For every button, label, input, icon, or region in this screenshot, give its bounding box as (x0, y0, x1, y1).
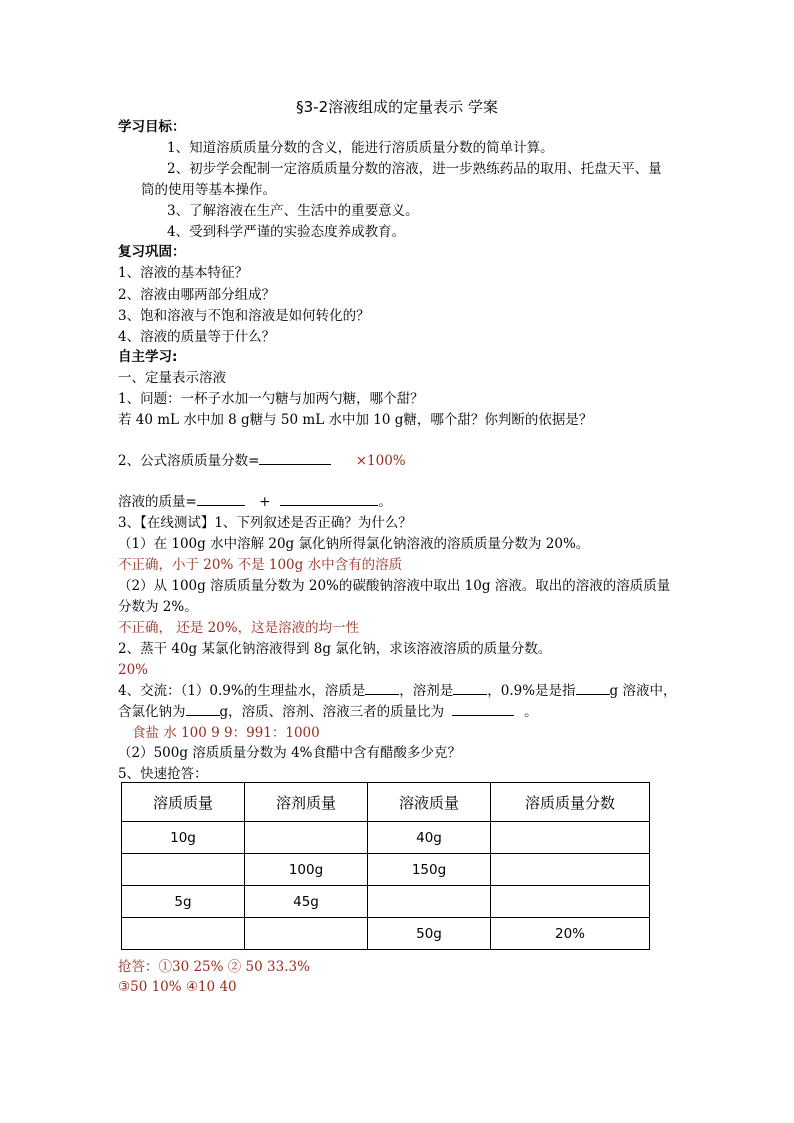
table-cell: 100g (245, 854, 368, 886)
table-cell: 10g (122, 822, 245, 854)
table-cell (491, 854, 650, 886)
quick-answer-table (121, 782, 650, 950)
table-cell (491, 886, 650, 918)
blank-line (452, 703, 514, 716)
blank-line (280, 493, 378, 506)
table-cell: 150g (368, 854, 491, 886)
table-cell (122, 854, 245, 886)
blank-line (365, 682, 399, 695)
formula-label: 2、公式溶质质量分数= (118, 453, 260, 469)
table-header-cell: 溶质质量 (122, 783, 245, 822)
review-item: 2、溶液由哪两部分组成？ (118, 287, 276, 303)
review-item: 1、溶液的基本特征？ (118, 265, 249, 281)
table-row (122, 854, 650, 886)
table-cell: 20% (491, 918, 650, 950)
question-text: ，溶剂是 (399, 683, 454, 699)
mass-label: 溶液的质量= (118, 494, 197, 510)
answer-line: 抢答：①30 25% ② 50 33.3% (118, 959, 310, 975)
table-header-row (122, 783, 650, 822)
question-line: 分数为 2%。 (118, 599, 198, 615)
review-heading: 复习巩固： (118, 244, 186, 260)
table-cell (245, 918, 368, 950)
solution-mass-line (118, 493, 392, 511)
question-text: 4、交流：（1）0.9%的生理盐水，溶质是 (118, 683, 366, 699)
blank-line (197, 493, 245, 506)
blank-line (186, 703, 220, 716)
review-item: 3、饱和溶液与不饱和溶液是如何转化的？ (118, 308, 370, 324)
question-line: （1）在 100g 水中溶解 20g 氯化钠所得氯化钠溶液的溶质质量分数为 20%。 (118, 536, 590, 552)
table-header-cell: 溶剂质量 (245, 783, 368, 822)
table-row (122, 822, 650, 854)
goal-item: 3、了解溶液在生产、生活中的重要意义。 (167, 203, 419, 219)
blank-line (453, 682, 487, 695)
answer-line: ③50 10% ④10 40 (118, 979, 237, 995)
question-line: 若 40 mL 水中加 8 g糖与 50 mL 水中加 10 g糖，哪个甜？你判断的依据是？ (118, 412, 593, 428)
answer-line: 不正确，小于 20% 不是 100g 水中含有的溶质 (118, 557, 403, 573)
question-text: 。 (524, 704, 538, 720)
section-heading: 一、定量表示溶液 (118, 370, 226, 386)
question-text: g，溶质、溶剂、溶液三者的质量比为 (219, 704, 445, 720)
formula-fraction-line (259, 452, 331, 465)
table-row (122, 886, 650, 918)
page-title: §3-2溶液组成的定量表示 学案 (296, 98, 498, 116)
period: 。 (378, 494, 392, 510)
question-line: 1、问题：一杯子水加一勺糖与加两勺糖，哪个甜？ (118, 391, 424, 407)
plus-sign: + (259, 494, 271, 510)
exchange-line (118, 703, 538, 721)
formula-line (118, 452, 406, 470)
question-text: g 溶液中， (609, 683, 677, 699)
goal-item: 1、知道溶质质量分数的含义，能进行溶质质量分数的简单计算。 (167, 140, 554, 156)
goal-item: 筒的使用等基本操作。 (141, 182, 276, 198)
question-line: 2、蒸干 40g 某氯化钠溶液得到 8g 氯化钠，求该溶液溶质的质量分数。 (118, 641, 552, 657)
goals-heading: 学习目标： (118, 119, 186, 135)
table-cell: 40g (368, 822, 491, 854)
answer-line: 食盐 水 100 9 9：991：1000 (132, 725, 320, 741)
table-cell (368, 886, 491, 918)
table-cell (491, 822, 650, 854)
question-text: 含氯化钠为 (118, 704, 186, 720)
question-line: （2）500g 溶质质量分数为 4%食醋中含有醋酸多少克？ (118, 745, 461, 761)
formula-multiplier: ×100% (355, 453, 406, 469)
exchange-line (118, 682, 676, 700)
answer-line: 不正确， 还是 20%，这是溶液的均一性 (118, 620, 360, 636)
question-line: （2）从 100g 溶质质量分数为 20%的碳酸钠溶液中取出 10g 溶液。取出的溶液的溶质质量 (118, 578, 671, 594)
table-cell: 5g (122, 886, 245, 918)
table-cell: 45g (245, 886, 368, 918)
self-study-heading: 自主学习: (118, 349, 178, 365)
question-text: ，0.9%是是指 (487, 683, 576, 699)
question-line: 5、快速抢答： (118, 766, 208, 782)
goal-item: 4、受到科学严谨的实验态度养成教育。 (167, 224, 406, 240)
table-header-cell: 溶液质量 (368, 783, 491, 822)
answer-line: 20% (118, 662, 149, 678)
blank-line (576, 682, 610, 695)
review-item: 4、溶液的质量等于什么？ (118, 329, 276, 345)
table-cell: 50g (368, 918, 491, 950)
table-cell (245, 822, 368, 854)
table-header-cell: 溶质质量分数 (491, 783, 650, 822)
question-line: 3、【在线测试】1、下列叙述是否正确？为什么？ (118, 515, 412, 531)
table-row (122, 918, 650, 950)
goal-item: 2、初步学会配制一定溶质质量分数的溶液，进一步熟练药品的取用、托盘天平、量 (167, 161, 662, 177)
table-cell (122, 918, 245, 950)
